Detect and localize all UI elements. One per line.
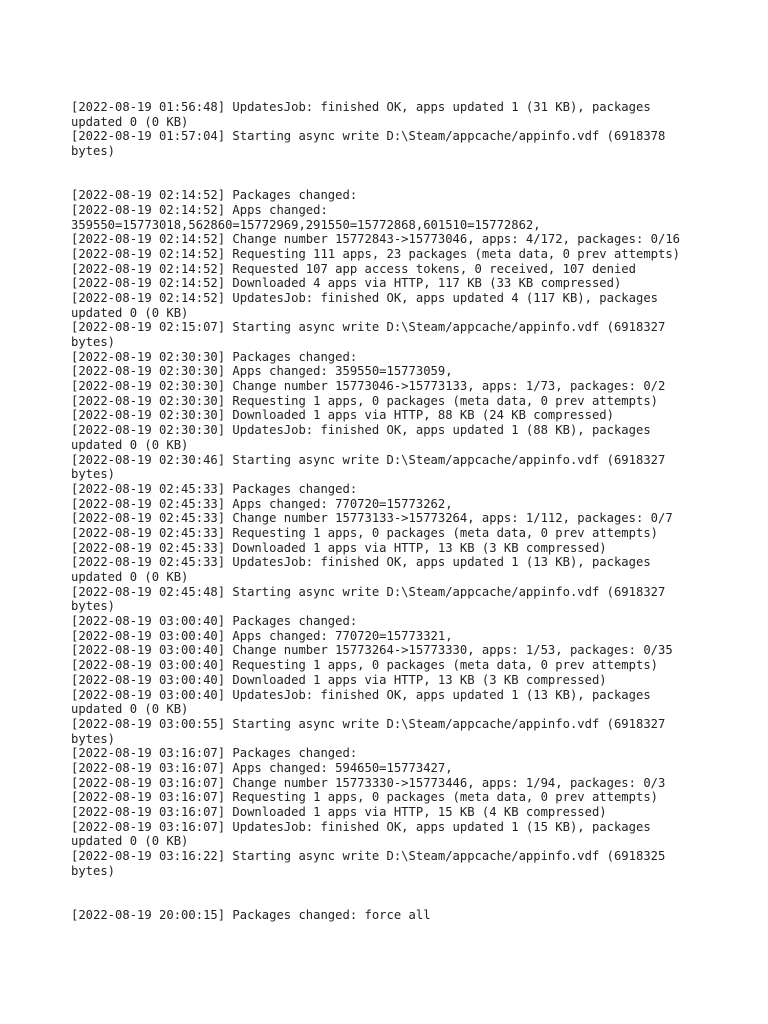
log-line: [2022-08-19 02:15:07] Starting async write D:\Steam/appcache/appinfo.vdf (6918327 <box>71 320 666 335</box>
log-line: [2022-08-19 02:30:30] Packages changed: <box>71 349 358 364</box>
log-text <box>71 100 711 923</box>
log-line: [2022-08-19 02:45:33] UpdatesJob: finished OK, apps updated 1 (13 KB), packages <box>71 555 651 570</box>
log-line: [2022-08-19 02:30:30] Requesting 1 apps, 0 packages (meta data, 0 prev attempts) <box>71 393 658 408</box>
log-line: [2022-08-19 02:45:33] Change number 15773133->15773264, apps: 1/112, packages: 0/7 <box>71 511 673 526</box>
log-line: [2022-08-19 02:45:33] Requesting 1 apps, 0 packages (meta data, 0 prev attempts) <box>71 525 658 540</box>
log-line: updated 0 (0 KB) <box>71 570 189 584</box>
log-line: updated 0 (0 KB) <box>71 702 189 717</box>
log-line: [2022-08-19 03:16:07] UpdatesJob: finished OK, apps updated 1 (15 KB), packages <box>71 819 651 834</box>
blank-line <box>71 893 711 908</box>
log-line: [2022-08-19 03:00:40] Requesting 1 apps, 0 packages (meta data, 0 prev attempts) <box>71 658 658 673</box>
log-line: [2022-08-19 02:14:52] Requesting 111 apps, 23 packages (meta data, 0 prev attempts) <box>71 246 681 261</box>
log-line: [2022-08-19 02:45:33] Downloaded 1 apps via HTTP, 13 KB (3 KB compressed) <box>71 540 607 555</box>
log-line: [2022-08-19 03:16:07] Apps changed: 594650=15773427, <box>71 760 453 775</box>
log-line: [2022-08-19 01:56:48] UpdatesJob: finished OK, apps updated 1 (31 KB), packages <box>71 100 651 114</box>
log-line: [2022-08-19 02:30:30] Downloaded 1 apps via HTTP, 88 KB (24 KB compressed) <box>71 408 614 423</box>
log-line: bytes) <box>71 599 116 614</box>
log-line: bytes) <box>71 467 116 482</box>
log-line: [2022-08-19 20:00:15] Packages changed: force all <box>71 907 431 922</box>
log-line: [2022-08-19 03:16:22] Starting async write D:\Steam/appcache/appinfo.vdf (6918325 <box>71 849 666 864</box>
log-line: [2022-08-19 03:00:40] Packages changed: <box>71 614 358 629</box>
blank-line <box>71 159 711 174</box>
log-line: [2022-08-19 03:00:40] Downloaded 1 apps via HTTP, 13 KB (3 KB compressed) <box>71 672 607 687</box>
log-line: [2022-08-19 03:00:40] Change number 15773264->15773330, apps: 1/53, packages: 0/35 <box>71 643 673 658</box>
blank-line <box>71 878 711 893</box>
log-line: [2022-08-19 03:00:40] Apps changed: 770720=15773321, <box>71 628 453 643</box>
log-line: [2022-08-19 02:30:30] Apps changed: 359550=15773059, <box>71 364 453 379</box>
log-line: [2022-08-19 02:30:46] Starting async write D:\Steam/appcache/appinfo.vdf (6918327 <box>71 452 666 467</box>
log-line: updated 0 (0 KB) <box>71 437 189 452</box>
log-line: [2022-08-19 01:57:04] Starting async write D:\Steam/appcache/appinfo.vdf (6918378 <box>71 129 666 144</box>
log-line: [2022-08-19 02:45:48] Starting async write D:\Steam/appcache/appinfo.vdf (6918327 <box>71 584 666 599</box>
log-line: [2022-08-19 03:16:07] Downloaded 1 apps via HTTP, 15 KB (4 KB compressed) <box>71 805 607 819</box>
log-line: [2022-08-19 03:16:07] Requesting 1 apps, 0 packages (meta data, 0 prev attempts) <box>71 790 658 805</box>
log-line: [2022-08-19 03:00:40] UpdatesJob: finished OK, apps updated 1 (13 KB), packages <box>71 687 651 702</box>
log-line: [2022-08-19 02:30:30] Change number 15773046->15773133, apps: 1/73, packages: 0/2 <box>71 379 666 394</box>
log-line: updated 0 (0 KB) <box>71 114 189 129</box>
log-line: bytes) <box>71 863 116 878</box>
log-line: [2022-08-19 02:45:33] Apps changed: 770720=15773262, <box>71 496 453 511</box>
log-line: bytes) <box>71 144 116 159</box>
log-line: [2022-08-19 02:45:33] Packages changed: <box>71 481 358 496</box>
log-line: [2022-08-19 02:14:52] Change number 15772843->15773046, apps: 4/172, packages: 0/16 <box>71 232 681 247</box>
log-line: [2022-08-19 02:14:52] UpdatesJob: finished OK, apps updated 4 (117 KB), packages <box>71 290 658 305</box>
log-line: [2022-08-19 02:14:52] Apps changed: <box>71 202 328 217</box>
log-line: [2022-08-19 02:14:52] Requested 107 app access tokens, 0 received, 107 denied <box>71 261 636 276</box>
log-line: bytes) <box>71 335 116 349</box>
log-line: [2022-08-19 02:30:30] UpdatesJob: finished OK, apps updated 1 (88 KB), packages <box>71 423 651 438</box>
log-line: updated 0 (0 KB) <box>71 305 189 320</box>
log-line: [2022-08-19 03:16:07] Packages changed: <box>71 746 358 761</box>
log-line: bytes) <box>71 731 116 746</box>
log-line: [2022-08-19 02:14:52] Downloaded 4 apps via HTTP, 117 KB (33 KB compressed) <box>71 276 622 291</box>
log-line: [2022-08-19 03:16:07] Change number 15773330->15773446, apps: 1/94, packages: 0/3 <box>71 775 666 790</box>
log-line: [2022-08-19 03:00:55] Starting async write D:\Steam/appcache/appinfo.vdf (6918327 <box>71 716 666 731</box>
blank-line <box>71 173 711 188</box>
log-line: [2022-08-19 02:14:52] Packages changed: <box>71 188 358 203</box>
log-line: 359550=15773018,562860=15772969,291550=15772868,601510=15772862, <box>71 217 541 232</box>
log-line: updated 0 (0 KB) <box>71 834 189 849</box>
